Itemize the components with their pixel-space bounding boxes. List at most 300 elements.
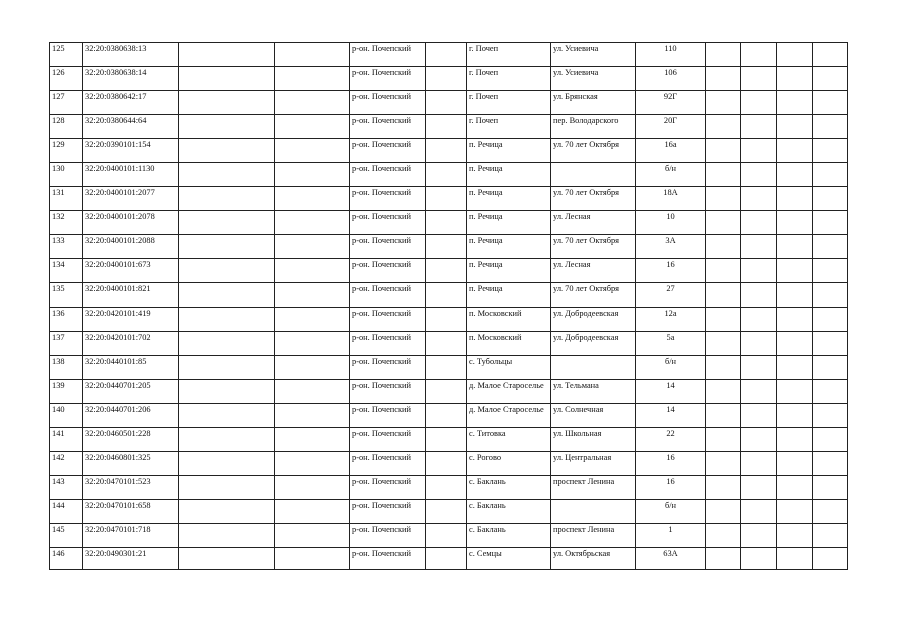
empty-cell — [179, 379, 275, 403]
empty-cell — [179, 91, 275, 115]
empty-cell — [706, 259, 741, 283]
empty-cell — [426, 331, 467, 355]
empty-cell — [275, 403, 350, 427]
house-number-cell: 12а — [636, 307, 706, 331]
empty-cell — [741, 283, 777, 307]
empty-cell — [741, 499, 777, 523]
empty-cell — [179, 163, 275, 187]
house-number-cell: б/н — [636, 499, 706, 523]
empty-cell — [777, 403, 813, 427]
empty-cell — [426, 355, 467, 379]
row-number-cell: 145 — [50, 523, 83, 547]
empty-cell — [813, 475, 848, 499]
district-cell: р-он. Почепский — [350, 451, 426, 475]
cadastral-number-cell: 32:20:0400101:821 — [83, 283, 179, 307]
row-number-cell: 140 — [50, 403, 83, 427]
empty-cell — [179, 547, 275, 570]
empty-cell — [179, 451, 275, 475]
locality-cell: п. Речица — [467, 211, 551, 235]
empty-cell — [426, 307, 467, 331]
empty-cell — [813, 211, 848, 235]
empty-cell — [275, 43, 350, 67]
locality-cell: с. Баклань — [467, 523, 551, 547]
empty-cell — [813, 187, 848, 211]
row-number-cell: 139 — [50, 379, 83, 403]
empty-cell — [777, 379, 813, 403]
empty-cell — [741, 355, 777, 379]
empty-cell — [706, 283, 741, 307]
empty-cell — [741, 379, 777, 403]
empty-cell — [741, 547, 777, 570]
empty-cell — [813, 499, 848, 523]
empty-cell — [777, 235, 813, 259]
table-row — [50, 115, 848, 139]
district-cell: р-он. Почепский — [350, 139, 426, 163]
empty-cell — [813, 43, 848, 67]
street-cell: ул. Лесная — [551, 211, 636, 235]
empty-cell — [741, 163, 777, 187]
street-cell: ул. Солнечная — [551, 403, 636, 427]
house-number-cell: 63А — [636, 547, 706, 570]
empty-cell — [179, 115, 275, 139]
cadastral-number-cell: 32:20:0490301:21 — [83, 547, 179, 570]
empty-cell — [741, 259, 777, 283]
street-cell — [551, 499, 636, 523]
empty-cell — [813, 379, 848, 403]
table-row — [50, 379, 848, 403]
table-row — [50, 451, 848, 475]
locality-cell: п. Московский — [467, 307, 551, 331]
cadastral-number-cell: 32:20:0420101:419 — [83, 307, 179, 331]
empty-cell — [426, 283, 467, 307]
cadastral-number-cell: 32:20:0460801:325 — [83, 451, 179, 475]
empty-cell — [179, 43, 275, 67]
empty-cell — [275, 163, 350, 187]
street-cell: ул. Лесная — [551, 259, 636, 283]
row-number-cell: 142 — [50, 451, 83, 475]
row-number-cell: 138 — [50, 355, 83, 379]
row-number-cell: 129 — [50, 139, 83, 163]
empty-cell — [706, 355, 741, 379]
table-row — [50, 499, 848, 523]
cadastral-number-cell: 32:20:0440701:205 — [83, 379, 179, 403]
empty-cell — [706, 91, 741, 115]
house-number-cell: 110 — [636, 43, 706, 67]
empty-cell — [706, 187, 741, 211]
empty-cell — [813, 451, 848, 475]
empty-cell — [777, 355, 813, 379]
cadastral-number-cell: 32:20:0400101:673 — [83, 259, 179, 283]
empty-cell — [179, 403, 275, 427]
empty-cell — [777, 91, 813, 115]
row-number-cell: 135 — [50, 283, 83, 307]
street-cell — [551, 163, 636, 187]
empty-cell — [426, 451, 467, 475]
table-row — [50, 331, 848, 355]
empty-cell — [777, 115, 813, 139]
empty-cell — [179, 259, 275, 283]
locality-cell: г. Почеп — [467, 91, 551, 115]
street-cell: ул. Добродеевская — [551, 331, 636, 355]
house-number-cell: 106 — [636, 67, 706, 91]
table-row — [50, 211, 848, 235]
locality-cell: с. Тубольцы — [467, 355, 551, 379]
district-cell: р-он. Почепский — [350, 307, 426, 331]
empty-cell — [179, 355, 275, 379]
district-cell: р-он. Почепский — [350, 499, 426, 523]
locality-cell: с. Баклань — [467, 499, 551, 523]
empty-cell — [179, 475, 275, 499]
table-row — [50, 163, 848, 187]
cadastral-number-cell: 32:20:0380644:64 — [83, 115, 179, 139]
empty-cell — [813, 283, 848, 307]
empty-cell — [179, 283, 275, 307]
empty-cell — [426, 115, 467, 139]
street-cell: ул. Тельмана — [551, 379, 636, 403]
street-cell: ул. Добродеевская — [551, 307, 636, 331]
empty-cell — [706, 235, 741, 259]
empty-cell — [741, 187, 777, 211]
empty-cell — [275, 499, 350, 523]
empty-cell — [741, 523, 777, 547]
table-row — [50, 283, 848, 307]
row-number-cell: 128 — [50, 115, 83, 139]
empty-cell — [741, 67, 777, 91]
empty-cell — [706, 163, 741, 187]
cadastral-number-cell: 32:20:0400101:2078 — [83, 211, 179, 235]
district-cell: р-он. Почепский — [350, 331, 426, 355]
empty-cell — [426, 523, 467, 547]
table-row — [50, 475, 848, 499]
house-number-cell: б/н — [636, 355, 706, 379]
empty-cell — [426, 163, 467, 187]
street-cell: ул. Брянская — [551, 91, 636, 115]
empty-cell — [275, 475, 350, 499]
property-registry-table — [49, 42, 848, 570]
empty-cell — [275, 91, 350, 115]
street-cell: ул. 70 лет Октября — [551, 235, 636, 259]
empty-cell — [179, 499, 275, 523]
empty-cell — [426, 43, 467, 67]
row-number-cell: 146 — [50, 547, 83, 570]
house-number-cell: 1 — [636, 523, 706, 547]
empty-cell — [813, 523, 848, 547]
empty-cell — [275, 451, 350, 475]
cadastral-number-cell: 32:20:0380638:13 — [83, 43, 179, 67]
house-number-cell: 92Г — [636, 91, 706, 115]
cadastral-number-cell: 32:20:0400101:2088 — [83, 235, 179, 259]
empty-cell — [777, 427, 813, 451]
cadastral-number-cell: 32:20:0440701:206 — [83, 403, 179, 427]
empty-cell — [813, 235, 848, 259]
table-row — [50, 43, 848, 67]
district-cell: р-он. Почепский — [350, 235, 426, 259]
row-number-cell: 131 — [50, 187, 83, 211]
street-cell: ул. Школьная — [551, 427, 636, 451]
empty-cell — [426, 187, 467, 211]
empty-cell — [777, 499, 813, 523]
district-cell: р-он. Почепский — [350, 67, 426, 91]
street-cell: пер. Володарского — [551, 115, 636, 139]
empty-cell — [777, 283, 813, 307]
empty-cell — [426, 139, 467, 163]
empty-cell — [275, 235, 350, 259]
empty-cell — [706, 331, 741, 355]
house-number-cell: 14 — [636, 379, 706, 403]
row-number-cell: 132 — [50, 211, 83, 235]
empty-cell — [179, 427, 275, 451]
empty-cell — [741, 139, 777, 163]
empty-cell — [777, 547, 813, 570]
district-cell: р-он. Почепский — [350, 427, 426, 451]
empty-cell — [777, 67, 813, 91]
locality-cell: п. Московский — [467, 331, 551, 355]
empty-cell — [179, 523, 275, 547]
empty-cell — [741, 211, 777, 235]
empty-cell — [741, 427, 777, 451]
empty-cell — [426, 211, 467, 235]
empty-cell — [426, 403, 467, 427]
locality-cell: п. Речица — [467, 187, 551, 211]
empty-cell — [706, 379, 741, 403]
house-number-cell: 18А — [636, 187, 706, 211]
empty-cell — [706, 547, 741, 570]
empty-cell — [179, 187, 275, 211]
street-cell: ул. 70 лет Октября — [551, 187, 636, 211]
empty-cell — [777, 139, 813, 163]
empty-cell — [706, 475, 741, 499]
empty-cell — [706, 403, 741, 427]
house-number-cell: 16а — [636, 139, 706, 163]
empty-cell — [275, 355, 350, 379]
locality-cell: п. Речица — [467, 163, 551, 187]
locality-cell: п. Речица — [467, 283, 551, 307]
empty-cell — [179, 307, 275, 331]
empty-cell — [777, 163, 813, 187]
table-row — [50, 187, 848, 211]
row-number-cell: 141 — [50, 427, 83, 451]
empty-cell — [741, 91, 777, 115]
district-cell: р-он. Почепский — [350, 379, 426, 403]
district-cell: р-он. Почепский — [350, 43, 426, 67]
locality-cell: г. Почеп — [467, 67, 551, 91]
cadastral-number-cell: 32:20:0440101:85 — [83, 355, 179, 379]
district-cell: р-он. Почепский — [350, 211, 426, 235]
empty-cell — [179, 211, 275, 235]
cadastral-number-cell: 32:20:0460501:228 — [83, 427, 179, 451]
empty-cell — [741, 403, 777, 427]
table-row — [50, 523, 848, 547]
locality-cell: д. Малое Староселье — [467, 379, 551, 403]
empty-cell — [179, 235, 275, 259]
district-cell: р-он. Почепский — [350, 283, 426, 307]
locality-cell: п. Речица — [467, 235, 551, 259]
cadastral-number-cell: 32:20:0400101:1130 — [83, 163, 179, 187]
row-number-cell: 136 — [50, 307, 83, 331]
empty-cell — [813, 427, 848, 451]
empty-cell — [777, 331, 813, 355]
empty-cell — [813, 331, 848, 355]
empty-cell — [706, 523, 741, 547]
locality-cell: г. Почеп — [467, 43, 551, 67]
empty-cell — [741, 331, 777, 355]
empty-cell — [275, 547, 350, 570]
empty-cell — [179, 331, 275, 355]
empty-cell — [426, 259, 467, 283]
empty-cell — [275, 115, 350, 139]
house-number-cell: 16 — [636, 475, 706, 499]
street-cell: ул. 70 лет Октября — [551, 139, 636, 163]
district-cell: р-он. Почепский — [350, 115, 426, 139]
street-cell: ул. 70 лет Октября — [551, 283, 636, 307]
empty-cell — [426, 499, 467, 523]
house-number-cell: 14 — [636, 403, 706, 427]
district-cell: р-он. Почепский — [350, 91, 426, 115]
street-cell: проспект Ленина — [551, 475, 636, 499]
empty-cell — [777, 523, 813, 547]
house-number-cell: 3А — [636, 235, 706, 259]
empty-cell — [777, 451, 813, 475]
empty-cell — [777, 211, 813, 235]
empty-cell — [813, 259, 848, 283]
empty-cell — [813, 163, 848, 187]
empty-cell — [741, 43, 777, 67]
district-cell: р-он. Почепский — [350, 259, 426, 283]
empty-cell — [706, 427, 741, 451]
empty-cell — [275, 211, 350, 235]
district-cell: р-он. Почепский — [350, 355, 426, 379]
table-row — [50, 307, 848, 331]
empty-cell — [426, 235, 467, 259]
row-number-cell: 130 — [50, 163, 83, 187]
house-number-cell: 20Г — [636, 115, 706, 139]
empty-cell — [275, 307, 350, 331]
empty-cell — [777, 307, 813, 331]
empty-cell — [813, 355, 848, 379]
empty-cell — [275, 283, 350, 307]
empty-cell — [426, 427, 467, 451]
empty-cell — [741, 115, 777, 139]
empty-cell — [275, 379, 350, 403]
empty-cell — [275, 331, 350, 355]
empty-cell — [426, 547, 467, 570]
locality-cell: с. Баклань — [467, 475, 551, 499]
street-cell: ул. Усиевича — [551, 43, 636, 67]
cadastral-number-cell: 32:20:0380638:14 — [83, 67, 179, 91]
empty-cell — [813, 403, 848, 427]
empty-cell — [741, 307, 777, 331]
empty-cell — [275, 523, 350, 547]
house-number-cell: 5а — [636, 331, 706, 355]
street-cell: ул. Октябрьская — [551, 547, 636, 570]
row-number-cell: 134 — [50, 259, 83, 283]
table-row — [50, 259, 848, 283]
table-row — [50, 67, 848, 91]
row-number-cell: 143 — [50, 475, 83, 499]
house-number-cell: б/н — [636, 163, 706, 187]
empty-cell — [706, 211, 741, 235]
empty-cell — [813, 67, 848, 91]
house-number-cell: 22 — [636, 427, 706, 451]
table-row — [50, 427, 848, 451]
empty-cell — [275, 259, 350, 283]
row-number-cell: 126 — [50, 67, 83, 91]
empty-cell — [275, 67, 350, 91]
table-row — [50, 355, 848, 379]
cadastral-number-cell: 32:20:0470101:658 — [83, 499, 179, 523]
empty-cell — [426, 475, 467, 499]
empty-cell — [426, 379, 467, 403]
registry-body — [50, 43, 848, 570]
district-cell: р-он. Почепский — [350, 547, 426, 570]
locality-cell: с. Рогово — [467, 451, 551, 475]
empty-cell — [706, 451, 741, 475]
locality-cell: г. Почеп — [467, 115, 551, 139]
cadastral-number-cell: 32:20:0390101:154 — [83, 139, 179, 163]
cadastral-number-cell: 32:20:0400101:2077 — [83, 187, 179, 211]
row-number-cell: 127 — [50, 91, 83, 115]
empty-cell — [706, 307, 741, 331]
empty-cell — [275, 187, 350, 211]
house-number-cell: 10 — [636, 211, 706, 235]
empty-cell — [813, 115, 848, 139]
empty-cell — [813, 307, 848, 331]
empty-cell — [813, 139, 848, 163]
table-row — [50, 403, 848, 427]
empty-cell — [741, 451, 777, 475]
empty-cell — [706, 139, 741, 163]
empty-cell — [706, 43, 741, 67]
locality-cell: п. Речица — [467, 139, 551, 163]
district-cell: р-он. Почепский — [350, 403, 426, 427]
empty-cell — [179, 139, 275, 163]
district-cell: р-он. Почепский — [350, 523, 426, 547]
house-number-cell: 16 — [636, 451, 706, 475]
empty-cell — [426, 91, 467, 115]
cadastral-number-cell: 32:20:0420101:702 — [83, 331, 179, 355]
empty-cell — [275, 139, 350, 163]
cadastral-number-cell: 32:20:0470101:523 — [83, 475, 179, 499]
empty-cell — [706, 499, 741, 523]
empty-cell — [777, 43, 813, 67]
row-number-cell: 133 — [50, 235, 83, 259]
street-cell — [551, 355, 636, 379]
empty-cell — [741, 235, 777, 259]
table-row — [50, 91, 848, 115]
row-number-cell: 125 — [50, 43, 83, 67]
empty-cell — [777, 475, 813, 499]
street-cell: ул. Центральная — [551, 451, 636, 475]
empty-cell — [179, 67, 275, 91]
cadastral-number-cell: 32:20:0470101:718 — [83, 523, 179, 547]
table-row — [50, 139, 848, 163]
locality-cell: д. Малое Староселье — [467, 403, 551, 427]
house-number-cell: 16 — [636, 259, 706, 283]
empty-cell — [426, 67, 467, 91]
empty-cell — [706, 67, 741, 91]
empty-cell — [813, 547, 848, 570]
empty-cell — [813, 91, 848, 115]
locality-cell: с. Семцы — [467, 547, 551, 570]
cadastral-number-cell: 32:20:0380642:17 — [83, 91, 179, 115]
district-cell: р-он. Почепский — [350, 187, 426, 211]
locality-cell: с. Титовка — [467, 427, 551, 451]
locality-cell: п. Речица — [467, 259, 551, 283]
empty-cell — [706, 115, 741, 139]
street-cell: проспект Ленина — [551, 523, 636, 547]
table-row — [50, 235, 848, 259]
empty-cell — [275, 427, 350, 451]
